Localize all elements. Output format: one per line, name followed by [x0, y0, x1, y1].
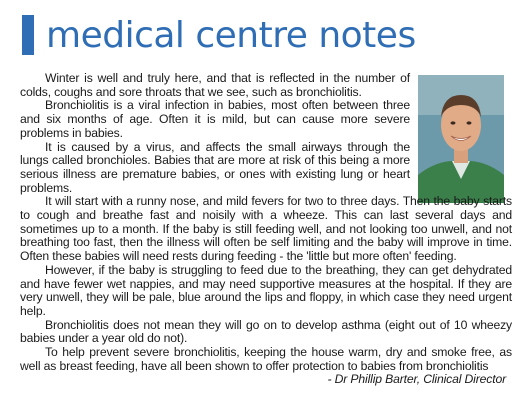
article-paragraph-3: It is caused by a virus, and affects the small airways through the lungs called bronchioles. Babies that are more at risk of this being a more serious illness are premature babies, or ones with existing lung or heart problems.: [20, 139, 410, 195]
header: [22, 4, 416, 60]
page-title: medical centre notes: [46, 15, 416, 56]
article-paragraph-1: Winter is well and truly here, and that is reflected in the number of colds, coughs and sore throats that we see, such as bronchiolitis.: [20, 71, 410, 99]
article-paragraph-5: However, if the baby is struggling to feed due to the breathing, they can get dehydrated and have fewer wet nappies, and may need supportive measures at the hospital. If they are very unwell, they will be pale, blue around the lips and floppy, in which case they need urgent help.: [20, 262, 512, 318]
article-paragraph-4: It will start with a runny nose, and mild fevers for two to three days. Then the baby starts to cough and breathe fast and noisily with a wheeze. This can last several days and sometimes up to a month. If the baby is still feeding well, and not looking too unwell, and not breathing too fast, then the illness will often be self limiting and the baby will improve in time. Often these babies will need rests during feeding - the 'little but more often' feeding.: [20, 194, 512, 264]
header-accent-bar: [22, 15, 34, 55]
article-body: [20, 72, 512, 387]
article-paragraph-2: Bronchiolitis is a viral infection in babies, most often between three and six months of age. Often it is mild, but can cause more severe problems in babies.: [20, 98, 410, 140]
article-paragraph-6: Bronchiolitis does not mean they will go on to develop asthma (eight out of 10 wheezy babies under a year old do not).: [20, 317, 512, 346]
article-signature: - Dr Phillip Barter, Clinical Director: [327, 372, 506, 387]
article-paragraph-7: To help prevent severe bronchiolitis, keeping the house warm, dry and smoke free, as well as breast feeding, have all been shown to offer protection to babies from bronchiolitis: [20, 345, 512, 373]
